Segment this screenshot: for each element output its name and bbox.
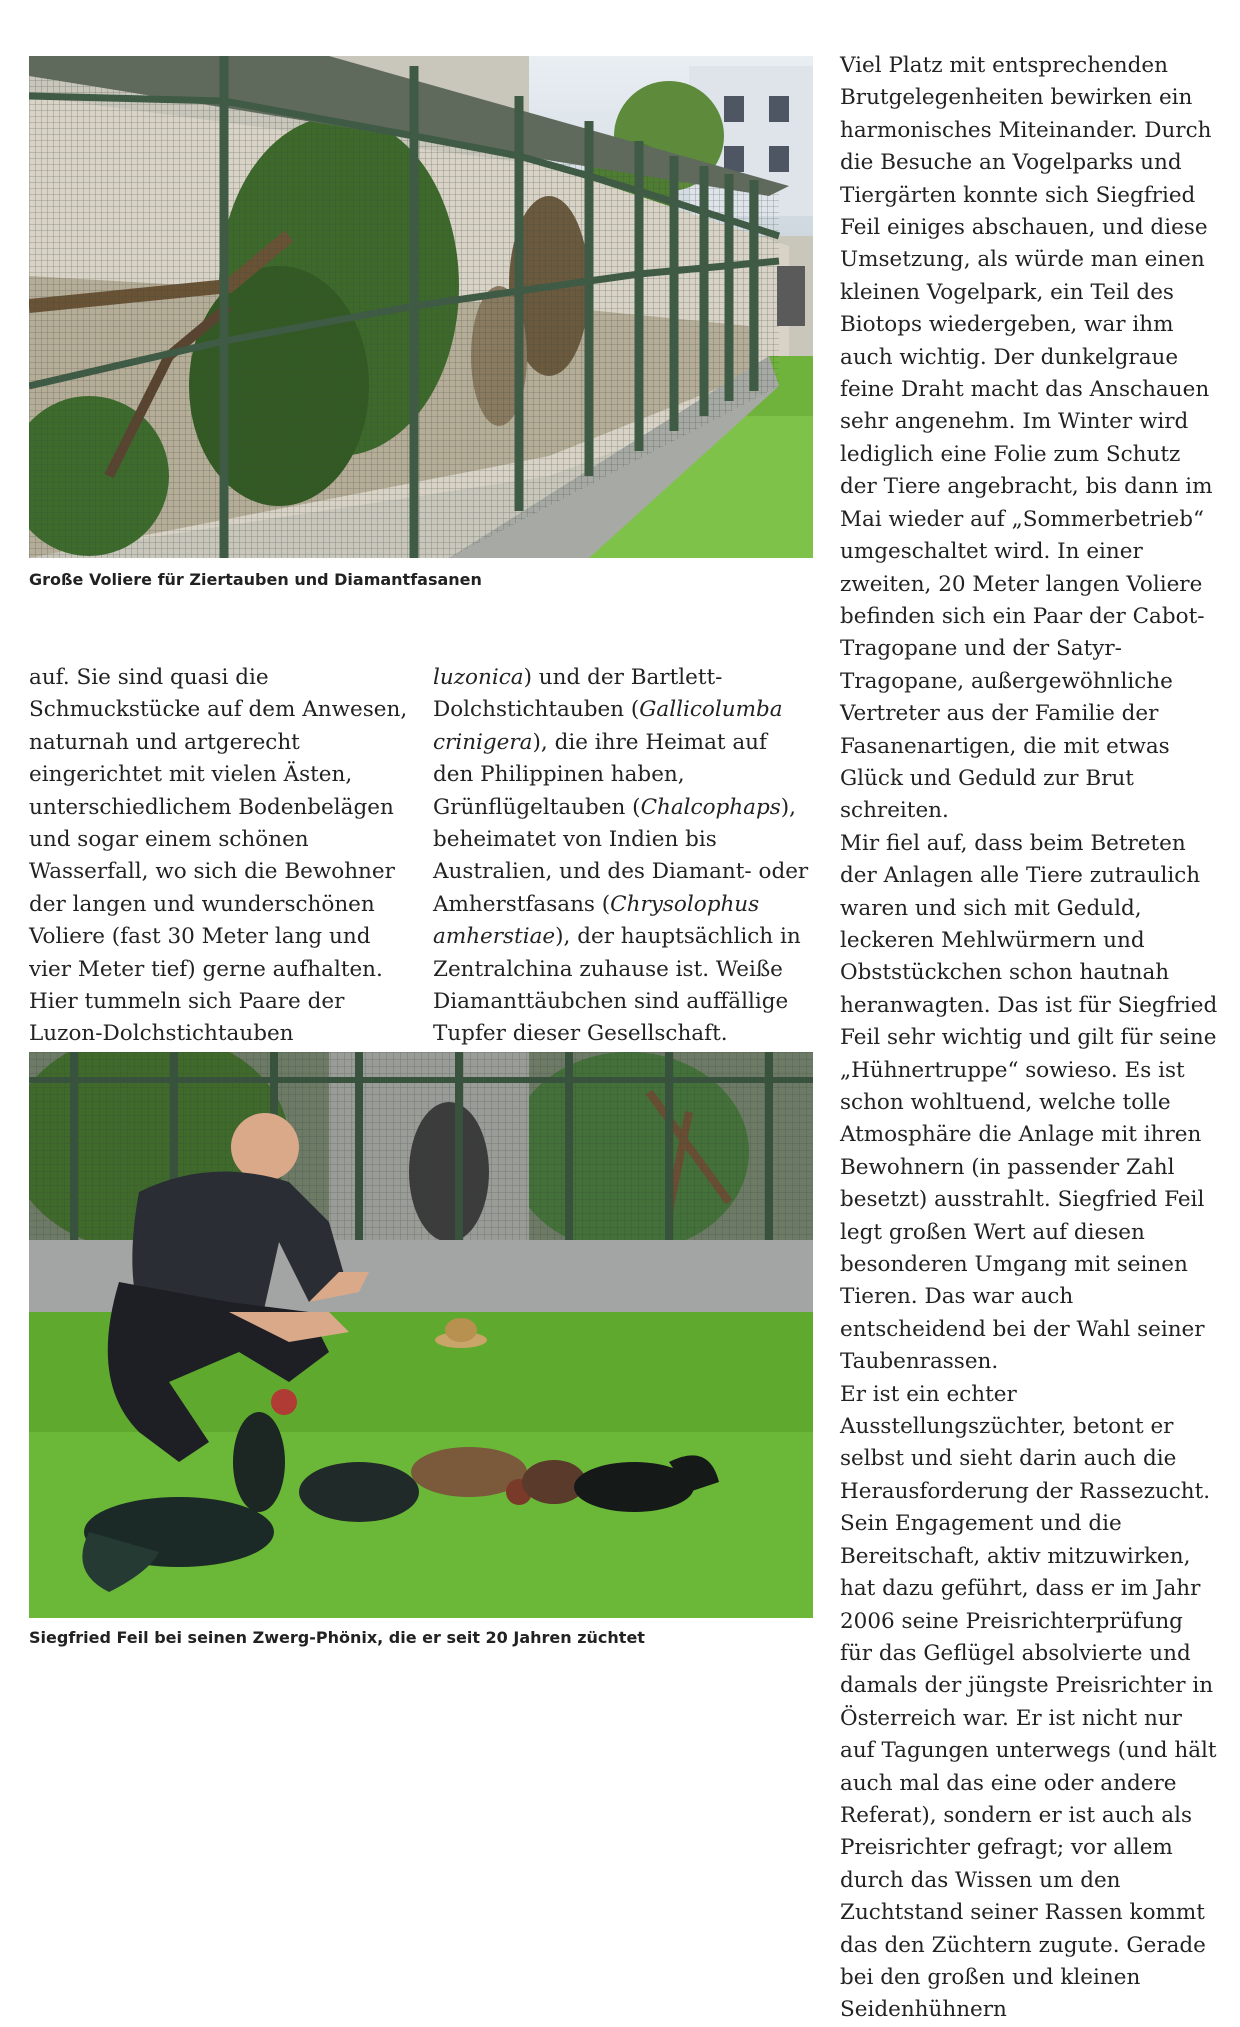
text-column-2: [433, 662, 813, 1051]
aviary-photo-caption: Große Voliere für Ziertauben und Diamantfasanen: [29, 570, 482, 589]
chicken-photo: [29, 1052, 813, 1618]
paragraph: auf. Sie sind quasi die Schmuckstücke auf dem Anwesen, naturnah und artgerecht eingerichtet mit vielen Ästen, unterschiedlichem Bodenbelägen und sogar einem schönen Wasserfall, wo sich die Bewohner der langen und wunderschönen Voliere (fast 30 Meter lang und vier Meter tief) gerne aufhalten. Hier tummeln sich Paare der Luzon-Dolchstichtauben: [29, 665, 408, 1047]
text-column-1: [29, 662, 409, 1083]
text-column-3: [840, 50, 1220, 2027]
paragraph: luzonica) und der Bartlett-Dolchstichtauben (Gallicolumba crinigera), die ihre Heimat auf den Philippinen haben, Grünflügeltauben (Chalcophaps), beheimatet von Indien bis Australien, und des Diamant- oder Amherstfasans (Chrysolophus amherstiae), der hauptsächlich in Zentralchina zuhause ist. Weiße Diamanttäubchen sind auffällige Tupfer dieser Gesellschaft.: [433, 665, 809, 1047]
paragraph: Er ist ein echter Ausstellungszüchter, betont er selbst und sieht darin auch die Herausforderung der Rassezucht. Sein Engagement und die Bereitschaft, aktiv mitzuwirken, hat dazu geführt, dass er im Jahr 2006 seine Preisrichterprüfung für das Geflügel absolvierte und damals der jüngste Preisrichter in Österreich war. Er ist nicht nur auf Tagungen unterwegs (und hält auch mal das eine oder andere Referat), sondern er ist auch als Preisrichter gefragt; vor allem durch das Wissen um den Zuchtstand seiner Rassen kommt das den Züchtern zugute. Gerade bei den großen und kleinen Seidenhühnern: [840, 1381, 1217, 2023]
paragraph: Viel Platz mit entsprechenden Brutgelegenheiten bewirken ein harmonisches Miteinander. Durch die Besuche an Vogelparks und Tiergärten konnte sich Siegfried Feil einiges abschauen, und diese Umsetzung, als würde man einen kleinen Vogelpark, ein Teil des Biotops wiedergeben, war ihm auch wichtig. Der dunkelgraue feine Draht macht das Anschauen sehr angenehm. Im Winter wird lediglich eine Folie zum Schutz der Tiere angebracht, bis dann im Mai wieder auf „Sommerbetrieb“ umgeschaltet wird. In einer zweiten, 20 Meter langen Voliere befinden sich ein Paar der Cabot-Tragopane und der Satyr-Tragopane, außergewöhnliche Vertreter aus der Familie der Fasanenartigen, die mit etwas Glück und Geduld zur Brut schreiten.: [840, 53, 1213, 824]
aviary-photo: [29, 56, 813, 558]
paragraph: Mir fiel auf, dass beim Betreten der Anlagen alle Tiere zutraulich waren und sich mit Geduld, leckeren Mehlwürmern und Obststückchen schon hautnah heranwagten. Das ist für Siegfried Feil sehr wichtig und gilt für seine „Hühnertruppe“ sowieso. Es ist schon wohltuend, welche tolle Atmosphäre die Anlage mit ihren Bewohnern (in passender Zahl besetzt) ausstrahlt. Siegfried Feil legt großen Wert auf diesen besonderen Umgang mit seinen Tieren. Das war auch entscheidend bei der Wahl seiner Taubenrassen.: [840, 830, 1218, 1375]
chicken-photo-caption: Siegfried Feil bei seinen Zwerg-Phönix, die er seit 20 Jahren züchtet: [29, 1628, 645, 1647]
